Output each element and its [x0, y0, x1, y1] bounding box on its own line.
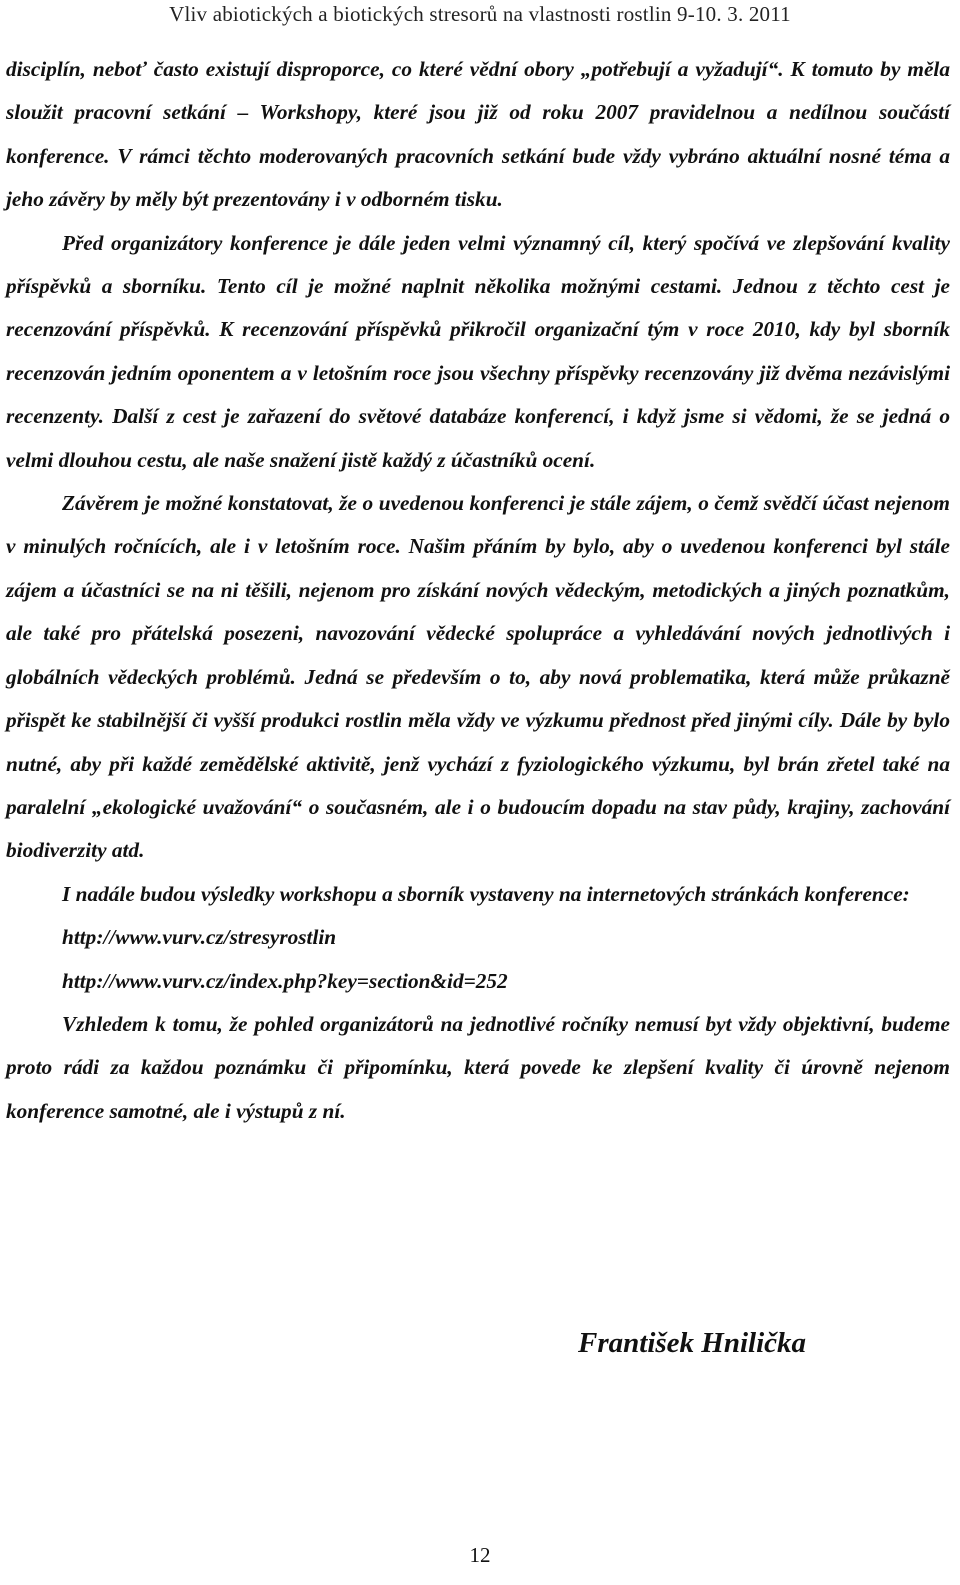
paragraph-workshops: disciplín, neboť často existují disproporce, co které vědní obory „potřebují a vyžadují“. K tomuto by měla sloužit pracovní setkání – Workshopy, které jsou již od roku 2007 pravidelnou a nedílnou součástí konference. V rámci těchto moderovaných pracovních setkání bude vždy vybráno aktuální nosné téma a jeho závěry by měly být prezentovány i v odborném tisku. — [6, 57, 950, 212]
document-body — [6, 48, 950, 1133]
page-header: Vliv abiotických a biotických stresorů na vlastnosti rostlin 9-10. 3. 2011 — [169, 2, 791, 26]
conference-link-1[interactable]: http://www.vurv.cz/stresyrostlin — [62, 925, 337, 950]
paragraph-website-intro: I nadále budou výsledky workshopu a sborník vystaveny na internetových stránkách konference: — [62, 881, 910, 906]
conference-link-2[interactable]: http://www.vurv.cz/index.php?key=section&id=252 — [62, 968, 508, 993]
paragraph-conclusion: Závěrem je možné konstatovat, že o uvedenou konferenci je stále zájem, o čemž svědčí účast nejenom v minulých ročnících, ale i v letošním roce. Našim přáním by bylo, aby o uvedenou konferenci byl stále zájem a účastníci se na ni těšili, nejenom pro získání nových vědeckým, metodických a jiných poznatkům, ale také pro přátelská posezeni, navozování vědecké spolupráce a vyhledávání nových jednotlivých i globálních vědeckých problémů. Jedná se především o to, aby nová problematika, která může průkazně přispět ke stabilnější či vyšší produkci rostlin měla vždy ve výzkumu přednost před jinými cíly. Dále by bylo nutné, aby při každé zemědělské aktivitě, jenž vychází z fyziologického výzkumu, byl brán zřetel také na paralelní „ekologické uvažování“ o současném, ale i o budoucím dopadu na stav půdy, krajiny, zachování biodiverzity atd. — [6, 491, 950, 863]
author-signature: František Hnilička — [578, 1327, 807, 1359]
page-number: 12 — [469, 1543, 491, 1567]
paragraph-closing: Vzhledem k tomu, že pohled organizátorů na jednotlivé ročníky nemusí byt vždy objektivní, budeme proto rádi za každou poznámku či připomínku, která povede ke zlepšení kvality či úrovně nejenom konference samotné, ale i výstupů z ní. — [6, 1011, 950, 1123]
paragraph-quality-goals: Před organizátory konference je dále jeden velmi významný cíl, který spočívá ve zlepšování kvality příspěvků a sborníku. Tento cíl je možné naplnit několika možnými cestami. Jednou z těchto cest je recenzování příspěvků. K recenzování příspěvků přikročil organizační tým v roce 2010, kdy byl sborník recenzován jedním oponentem a v letošním roce jsou všechny příspěvky recenzovány již dvěma nezávislými recenzenty. Další z cest je zařazení do světové databáze konferencí, i když jsme si vědomi, že se jedná o velmi dlouhou cestu, ale naše snažení jistě každý z účastníků ocení. — [6, 230, 950, 472]
